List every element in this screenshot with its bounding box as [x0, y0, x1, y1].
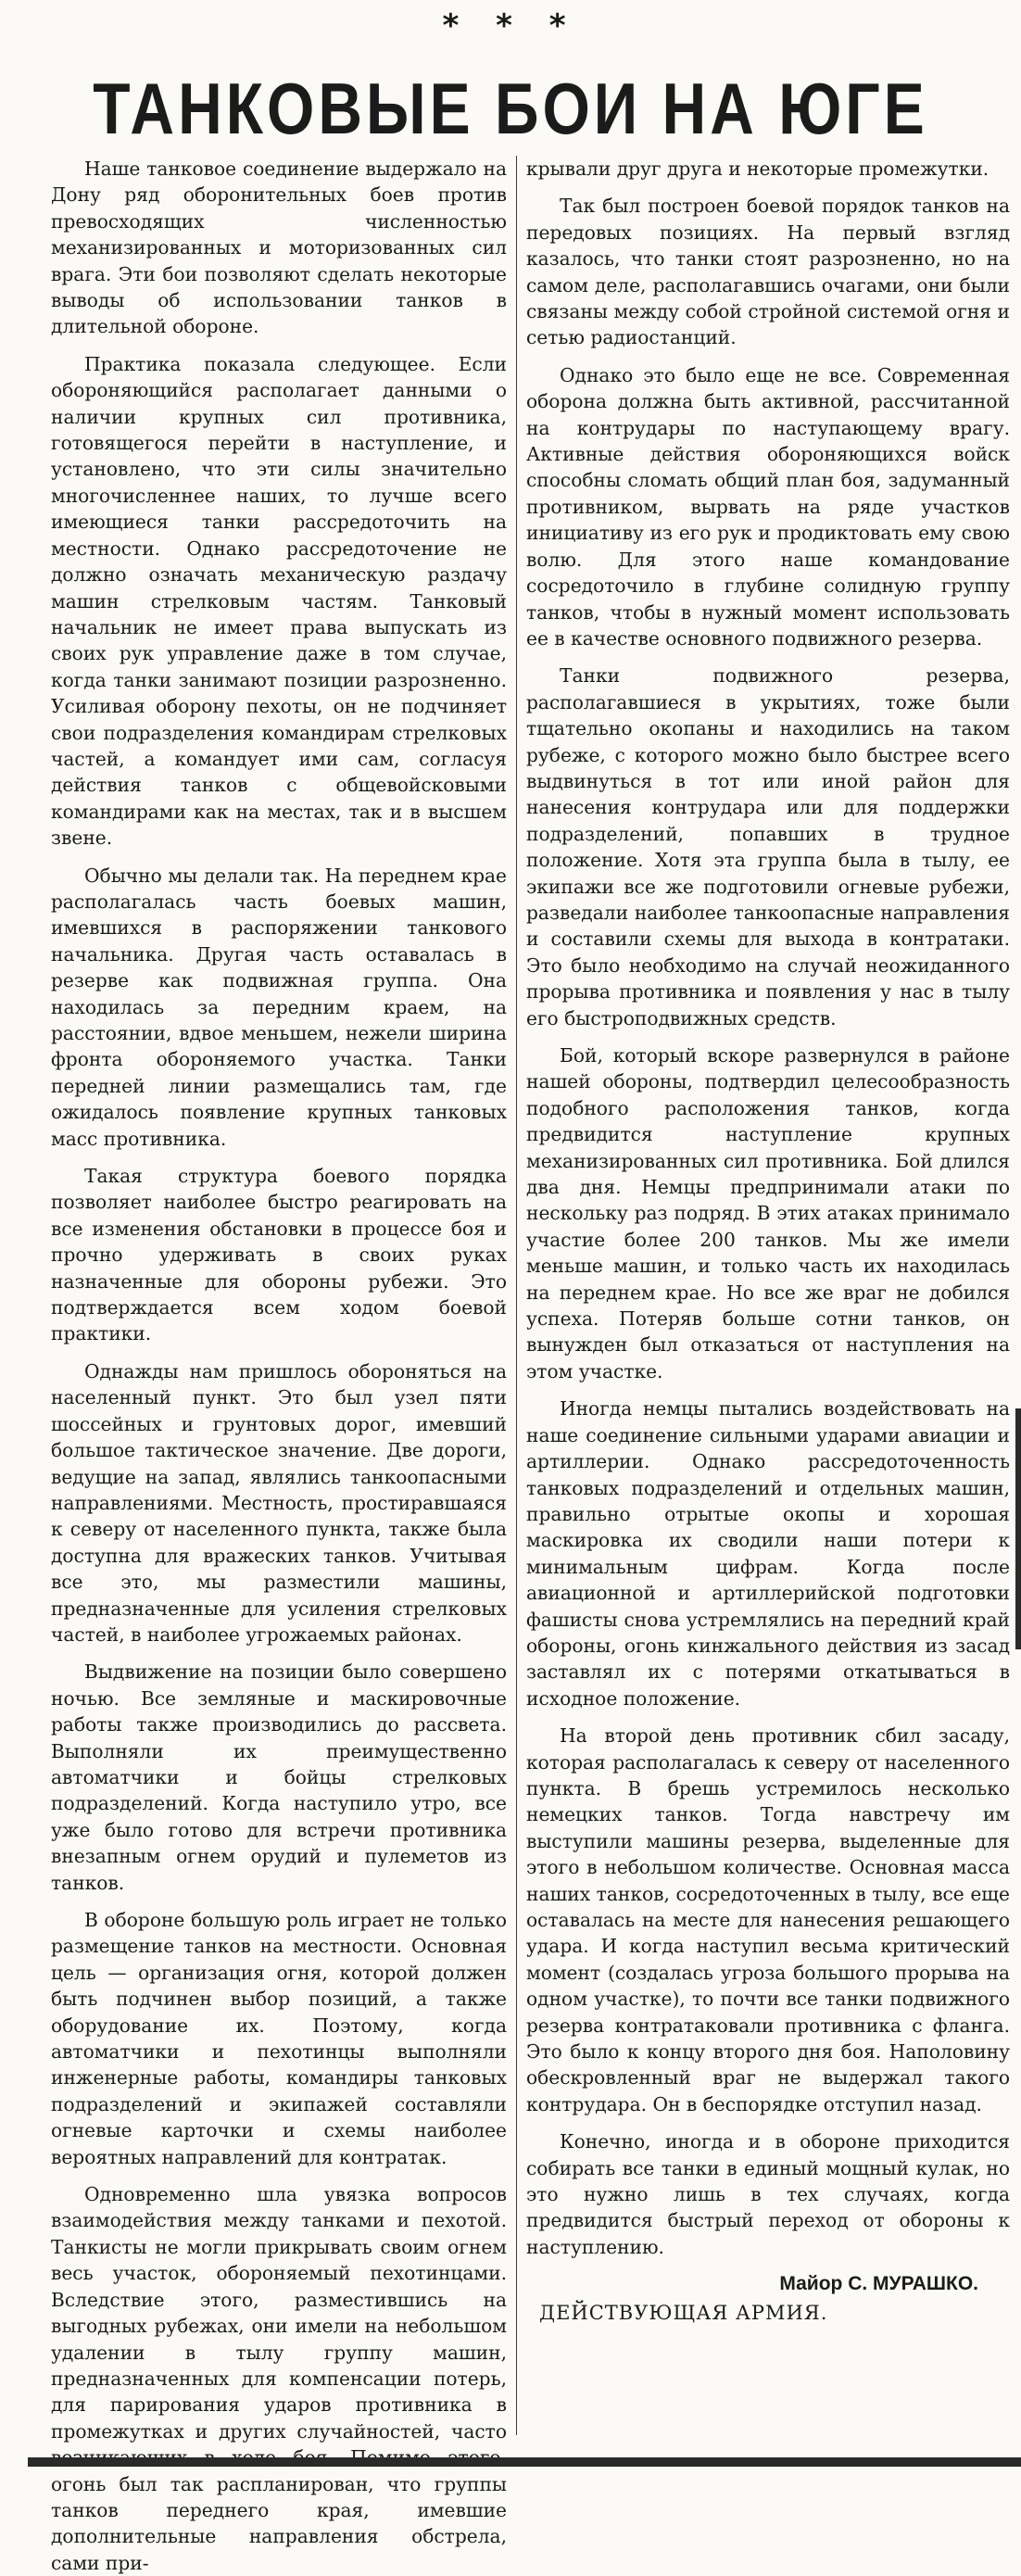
paragraph: Выдвижение на позиции было совершено ночью. Все земляные и маскировочные работы также производились до рассвета. Выполняли их преимущественно автоматчики и бойцы стрелковых подразделений. Когда наступило утро, все уже было готово для встречи противника внезапным огнем орудий и пулеметов из танков. [51, 1661, 507, 1894]
paragraph: Обычно мы делали так. На переднем крае располагалась часть боевых машин, имевшихся в распоряжении танкового начальника. Другая часть оставалась в резерве как подвижная группа. Она находилась за передним краем, на расстоянии, вдвое меньшем, нежели ширина фронта обороняемого участка. Танки передней линии размещались там, где ожидалось появление крупных танковых масс противника. [51, 864, 507, 1150]
paragraph: На второй день противник сбил засаду, которая располагалась к северу от населенного пункта. В брешь устремилось несколько немецких танков. Тогда навстречу им выступили машины резерва, выделенные для этого в небольшом количестве. Основная масса наших танков, сосредоточенных в тылу, все еще оставалась на месте для нанесения решающего удара. И когда наступил весьма критический момент (создалась угроза большого прорыва на одном участке), то почти все танки подвижного резерва контратаковали противника с фланга. Это было к концу второго дня боя. Наполовину обескровленный враг не выдержал такого контрудара. Он в беспорядке отступил назад. [526, 1724, 1010, 2115]
bottom-rule [28, 2457, 1021, 2467]
paragraph: Иногда немцы пытались воздействовать на наше соединение сильными ударами авиации и артиллерии. Однако рассредоточенность танковых подразделений и отдельных машин, правильно отрытые окопы и хорошая маскировка их сводили наши потери к минимальным цифрам. Когда после авиационной и артиллерийской подготовки фашисты снова устремлялись на передний край обороны, огонь кинжального действия из засад заставлял их с потерями откатываться в исходное положение. [526, 1397, 1010, 1710]
paragraph: Такая структура боевого порядка позволяет наиболее быстро реагировать на все изменения обстановки в процессе боя и прочно удерживать в своих руках назначенные для обороны рубежи. Это подтверждается всем ходом боевой практики. [51, 1165, 507, 1345]
paragraph: Наше танковое соединение выдержало на Дону ряд оборонительных боев против превосходящих численностью механизированных и моторизованных сил врага. Эти бои позволяют сделать некоторые выводы об использовании танков в длительной обороне. [51, 158, 507, 338]
edge-mark [1015, 1408, 1021, 1649]
paragraph: Одновременно шла увязка вопросов взаимодействия между танками и пехотой. Танкисты не могли прикрывать своим огнем весь участок, обороняемый пехотинцами. Вследствие этого, разместившись на выгодных рубежах, они имели на небольшом удалении в тылу группу машин, предназначенных для компенсации потерь, для парирования ударов противника в промежутках и других случайностей, часто огонь был так распланирован, что группы танков переднего края, имевшие дополнительные направления обстрела, сами при- [51, 2183, 507, 2574]
paragraph: Бой, который вскоре развернулся в районе нашей обороны, подтвердил целесообразность подобного расположения танков, когда предвидится наступление крупных механизированных сил противника. Бой длился два дня. Немцы предпринимали атаки по нескольку раз подряд. В этих атаках принимало участие более 200 танков. Мы же имели меньше машин, и только часть их находилась на переднем крае. Но все же враг не добился успеха. Потеряв больше сотни танков, он вынужден был отказаться от наступления на этом участке. [526, 1044, 1010, 1383]
paragraph: Конечно, иногда и в обороне приходится собирать все танки в единый мощный кулак, но это нужно лишь в тех случаях, когда предвидится быстрый переход от обороны к наступлению. [526, 2130, 1010, 2258]
paragraph: Так был построен боевой порядок танков на передовых позициях. На первый взгляд казалось, что танки стоят разрозненно, но на самом деле, располагавшись очагами, они были связаны между собой стройной системой огня и сетью радиостанций. [526, 195, 1010, 349]
paragraph: Практика показала следующее. Если обороняющийся располагает данными о наличии крупных сил противника, готовящегося перейти в наступление, и установлено, что эти силы значительно многочисленнее наших, то лучше всего имеющиеся танки рассредоточить на местности. Однако рассредоточение не должно означать механическую раздачу машин стрелковым частям. Танковый начальник не имеет права выпускать из своих рук управление даже в том случае, когда танки занимают позиции разрозненно. Усиливая оборону пехоты, он не подчиняет свои подразделения командирам стрелковых частей, а командует ими сам, согласуя действия танков с общевойсковыми командирами как на местах, так и в высшем звене. [51, 352, 507, 850]
paragraph: Однако это было еще не все. Современная оборона должна быть активной, рассчитанной на контрудары по наступающему врагу. Активные действия обороняющихся войск способны сломать общий план боя, задуманный противником, вырвать на ряде участков инициативу из его рук и продиктовать ему свою волю. Для этого наше командование сосредоточило в глубине солидную группу танков, чтобы в нужный момент использовать ее в качестве основного подвижного резерва. [526, 363, 1010, 650]
ornament-stars: * * * [442, 7, 579, 44]
dateline-place: ДЕЙСТВУЮЩАЯ АРМИЯ. [539, 2301, 828, 2324]
article-title: ТАНКОВЫЕ БОИ НА ЮГЕ [93, 68, 928, 149]
column-divider [516, 156, 517, 2435]
paragraph: В обороне большую роль играет не только размещение танков на местности. Основная цель — организация огня, которой должен быть подчинен выбор позиций, а также оборудование их. Поэтому, когда автоматчики и пехотинцы выполняли инженерные работы, командиры танковых подразделений и экипажей составляли огневые карточки и схемы наиболее вероятных направлений для контратак. [51, 1909, 507, 2168]
left-column [51, 156, 507, 2574]
paragraph: Однажды нам пришлось обороняться на населенный пункт. Это был узел пяти шоссейных и грунтовых дорог, имевший большое тактическое значение. Две дороги, ведущие на запад, являлись танкоопасными направлениями. Местность, простиравшаяся к северу от населенного пункта, также была доступна для вражеских танков. Учитывая все это, мы разместили машины, предназначенные для усиления стрелковых частей, в наиболее угрожаемых районах. [51, 1359, 507, 1646]
right-column [526, 156, 1010, 2417]
paragraph: крывали друг друга и некоторые промежутки. [526, 158, 989, 180]
paragraph: Танки подвижного резерва, располагавшиеся в укрытиях, тоже были тщательно окопаны и находились на таком рубеже, с которого можно было быстрее всего выдвинуться в тот или иной район для нанесения контрудара или для поддержки подразделений, попавших в трудное положение. Хотя эта группа была в тылу, ее экипажи все же подготовили огневые рубежи, разведали наиболее танкоопасные направления и составили схемы для выхода в контратаки. Это было необходимо на случай неожиданного прорыва противника и появления у нас в тылу его быстроподвижных средств. [526, 664, 1010, 1029]
author-signature: Майор С. МУРАШКО. [779, 2273, 978, 2295]
